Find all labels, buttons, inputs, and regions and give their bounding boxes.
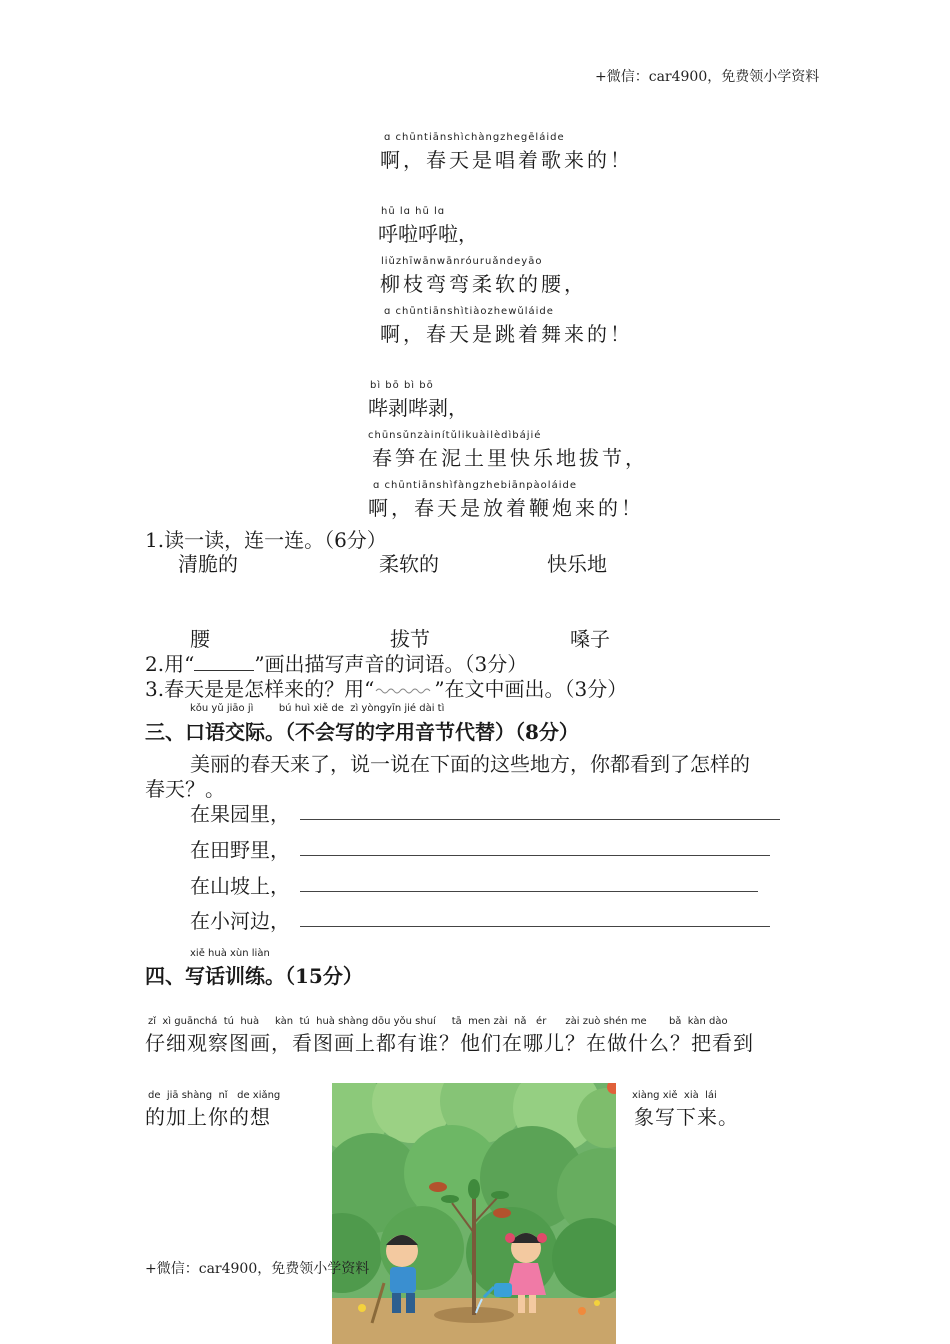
answer-line-1[interactable] xyxy=(300,819,780,820)
q3-prefix: 3.春天是是怎样来的？用“ xyxy=(145,677,375,701)
answer-line-3[interactable] xyxy=(300,891,758,892)
q1-bottom-word-2[interactable]: 拔节 xyxy=(390,627,430,651)
poem-line-3c: 啊，春天是放着鞭炮来的！ xyxy=(368,496,644,520)
sec4-line2a: 的加上你的想 xyxy=(145,1105,271,1129)
poem-line-2a: 呼啦呼啦， xyxy=(378,222,478,246)
q3-line xyxy=(145,673,627,702)
q1-top-word-2[interactable]: 柔软的 xyxy=(379,552,439,576)
q2-suffix: ”画出描写声音的词语。（3分） xyxy=(254,652,528,676)
poem-pinyin-3c: ɑ chūntiānshìfàngzhebiānpàoláide xyxy=(373,480,577,491)
poem-line-3a: 哔剥哔剥， xyxy=(368,396,468,420)
sec4-line1: 仔细观察图画，看图画上都有谁？他们在哪儿？在做什么？把看到 xyxy=(145,1031,754,1055)
poem-line-3b: 春笋在泥土里快乐地拔节， xyxy=(372,446,648,470)
q1-title: 1.读一读，连一连。（6分） xyxy=(145,528,387,552)
q2-straight-line-mark xyxy=(194,654,254,671)
q1-bottom-word-1[interactable]: 腰 xyxy=(190,627,210,651)
poem-pinyin-2a: hū lɑ hū lɑ xyxy=(381,206,446,217)
answer-line-2[interactable] xyxy=(300,855,770,856)
poem-pinyin-2b: liǔzhīwānwānróuruǎndeyāo xyxy=(381,256,543,267)
sec4-line2b-pinyin: xiàng xiě xià lái xyxy=(632,1090,717,1101)
poem-pinyin-1: ɑ chūntiānshìchàngzhegēláide xyxy=(384,132,565,143)
q1-top-word-1[interactable]: 清脆的 xyxy=(178,552,238,576)
poem-pinyin-2c: ɑ chūntiānshìtiàozhewǔláide xyxy=(384,306,554,317)
answer-line-4[interactable] xyxy=(300,926,770,927)
wavy-line-mark xyxy=(374,685,434,697)
sec3-title: 三、口语交际。（不会写的字用音节代替）（8分） xyxy=(145,720,579,744)
poem-line-2b: 柳枝弯弯柔软的腰， xyxy=(380,272,587,296)
q1-bottom-word-3[interactable]: 嗓子 xyxy=(570,627,610,651)
q2-prefix: 2.用“ xyxy=(145,652,195,676)
poem-line-2c: 啊，春天是跳着舞来的！ xyxy=(380,322,633,346)
sec4-pinyin: xiě huà xùn liàn xyxy=(190,948,270,959)
sec4-title: 四、写话训练。（15分） xyxy=(145,964,363,988)
q3-suffix: ”在文中画出。（3分） xyxy=(434,677,628,701)
sec3-prompt-4: 在小河边， xyxy=(190,909,290,933)
illustration-kids-planting-tree xyxy=(332,1083,616,1344)
sec3-prompt-2: 在田野里， xyxy=(190,838,290,862)
sec3-intro-2: 春天？。 xyxy=(145,777,225,801)
header-note: +微信：car4900，免费领小学资料 xyxy=(595,69,820,85)
sec4-line2b: 象写下来。 xyxy=(634,1105,739,1129)
sec3-prompt-1: 在果园里， xyxy=(190,802,290,826)
footer-note: +微信：car4900，免费领小学资料 xyxy=(145,1261,370,1277)
poem-line-1: 啊，春天是唱着歌来的！ xyxy=(380,148,633,172)
q1-top-word-3[interactable]: 快乐地 xyxy=(547,552,607,576)
sec4-line1-pinyin: zǐ xì guānchá tú huà kàn tú huà shàng dōu yǒu shuí tā men zài nǎ ér zài zuò shén me bǎ kàn dào xyxy=(148,1016,728,1027)
poem-pinyin-3a: bì bō bì bō xyxy=(370,380,434,391)
poem-pinyin-3b: chūnsǔnzàinítǔlikuàilèdìbájié xyxy=(368,430,542,441)
sec3-intro-1: 美丽的春天来了，说一说在下面的这些地方，你都看到了怎样的 xyxy=(190,752,750,776)
sec4-line2a-pinyin: de jiā shàng nǐ de xiǎng xyxy=(148,1090,281,1101)
sec3-pinyin: kǒu yǔ jiāo jì bú huì xiě de zì yòngyīn jié dài tì xyxy=(190,703,445,714)
sec3-prompt-3: 在山坡上， xyxy=(190,874,290,898)
